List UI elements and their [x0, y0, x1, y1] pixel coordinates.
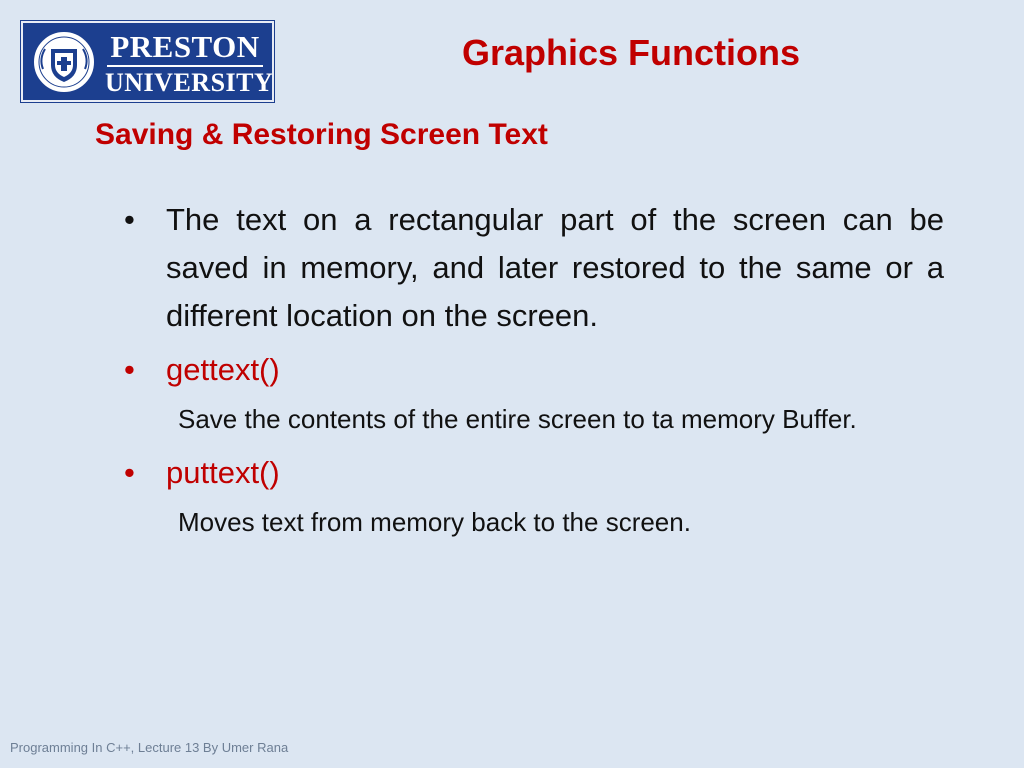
bullet-dot-icon: • — [124, 455, 135, 490]
bullet-dot-icon: • — [124, 202, 135, 237]
bullet-description-gettext: Save the contents of the entire screen to ta memory Buffer. — [178, 404, 857, 434]
bullet-item-intro — [120, 196, 944, 340]
bullet-item-puttext — [120, 449, 944, 497]
slide-title: Graphics Functions — [462, 32, 801, 73]
bullet-description-puttext: Moves text from memory back to the screen. — [178, 507, 691, 537]
bullet-item-gettext — [120, 346, 944, 394]
logo-wordmark — [105, 29, 274, 97]
university-seal-icon — [31, 29, 97, 95]
logo-divider — [107, 65, 263, 67]
logo-line-university: UNIVERSITY — [105, 68, 274, 97]
bullet-text: puttext() — [166, 455, 280, 490]
logo-line-preston: PRESTON — [110, 29, 260, 64]
slide-content — [120, 196, 944, 552]
bullet-dot-icon: • — [124, 352, 135, 387]
slide-subtitle: Saving & Restoring Screen Text — [95, 118, 548, 151]
bullet-text: The text on a rectangular part of the screen can be saved in memory, and later restored to the same or a different location on the screen. — [166, 202, 944, 333]
slide-footer: Programming In C++, Lecture 13 By Umer Rana — [10, 740, 289, 755]
preston-university-logo — [21, 21, 274, 102]
bullet-text: gettext() — [166, 352, 280, 387]
